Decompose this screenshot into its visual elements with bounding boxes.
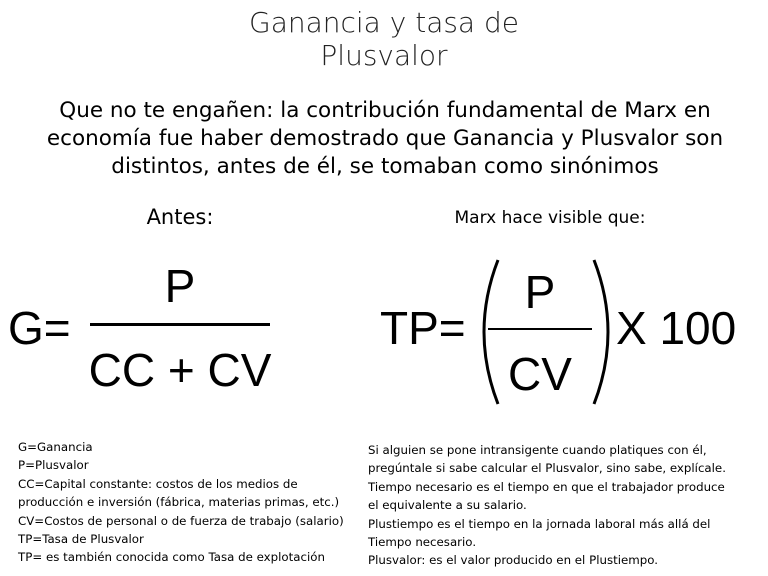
glossary-line: P=Plusvalor <box>18 458 89 473</box>
glossary-left <box>18 438 358 567</box>
surplus-rate-formula-lhs: TP= <box>380 302 466 354</box>
note-line: Plusvalor: es el valor producido en el Plustiempo. <box>368 553 658 568</box>
note-line: Si alguien se pone intransigente cuando platiques con él, <box>368 443 707 457</box>
glossary-line: G=Ganancia <box>18 440 93 454</box>
profit-fraction-bar <box>90 323 270 326</box>
right-heading: Marx hace visible que: <box>454 208 646 228</box>
profit-formula-lhs: G= <box>8 302 71 354</box>
glossary-line: CC=Capital constante: costos de los medios de <box>18 476 298 491</box>
note-line: el equivalente a su salario. <box>368 498 527 513</box>
surplus-rate-formula-numerator: P <box>524 266 556 318</box>
page-title <box>0 6 768 72</box>
glossary-line: TP=Tasa de Plusvalor <box>18 532 144 547</box>
surplus-rate-formula-denominator: CV <box>508 348 572 400</box>
glossary-line: TP= es también conocida como Tasa de explotación <box>18 550 325 565</box>
title-line-1: Ganancia y tasa de <box>249 6 519 39</box>
intro-paragraph: Que no te engañen: la contribución fundamental de Marx en economía fue haber demostrado que Ganancia y Plusvalor son distintos, antes de él, se tomaban como sinónimos <box>46 98 724 179</box>
note-line: Plustiempo es el tiempo en la jornada laboral más allá del <box>368 516 711 531</box>
profit-formula-numerator: P <box>164 260 196 312</box>
profit-formula-denominator: CC + CV <box>88 344 272 396</box>
right-parenthesis <box>594 260 608 404</box>
note-line: Tiempo necesario es el tiempo en que el trabajador produce <box>368 479 725 494</box>
note-line: pregúntale si sabe calcular el Plusvalor, sino sabe, explícale. <box>368 461 726 476</box>
title-line-2: Plusvalor <box>320 39 448 72</box>
note-line: Tiempo necesario. <box>368 535 477 550</box>
surplus-rate-fraction-bar <box>488 328 592 330</box>
glossary-line: producción e inversión (fábrica, materias primas, etc.) <box>18 495 340 510</box>
glossary-line: CV=Costos de personal o de fuerza de trabajo (salario) <box>18 513 344 528</box>
surplus-rate-multiplier: X 100 <box>616 302 737 354</box>
notes-right <box>368 441 760 570</box>
left-heading: Antes: <box>146 205 214 229</box>
